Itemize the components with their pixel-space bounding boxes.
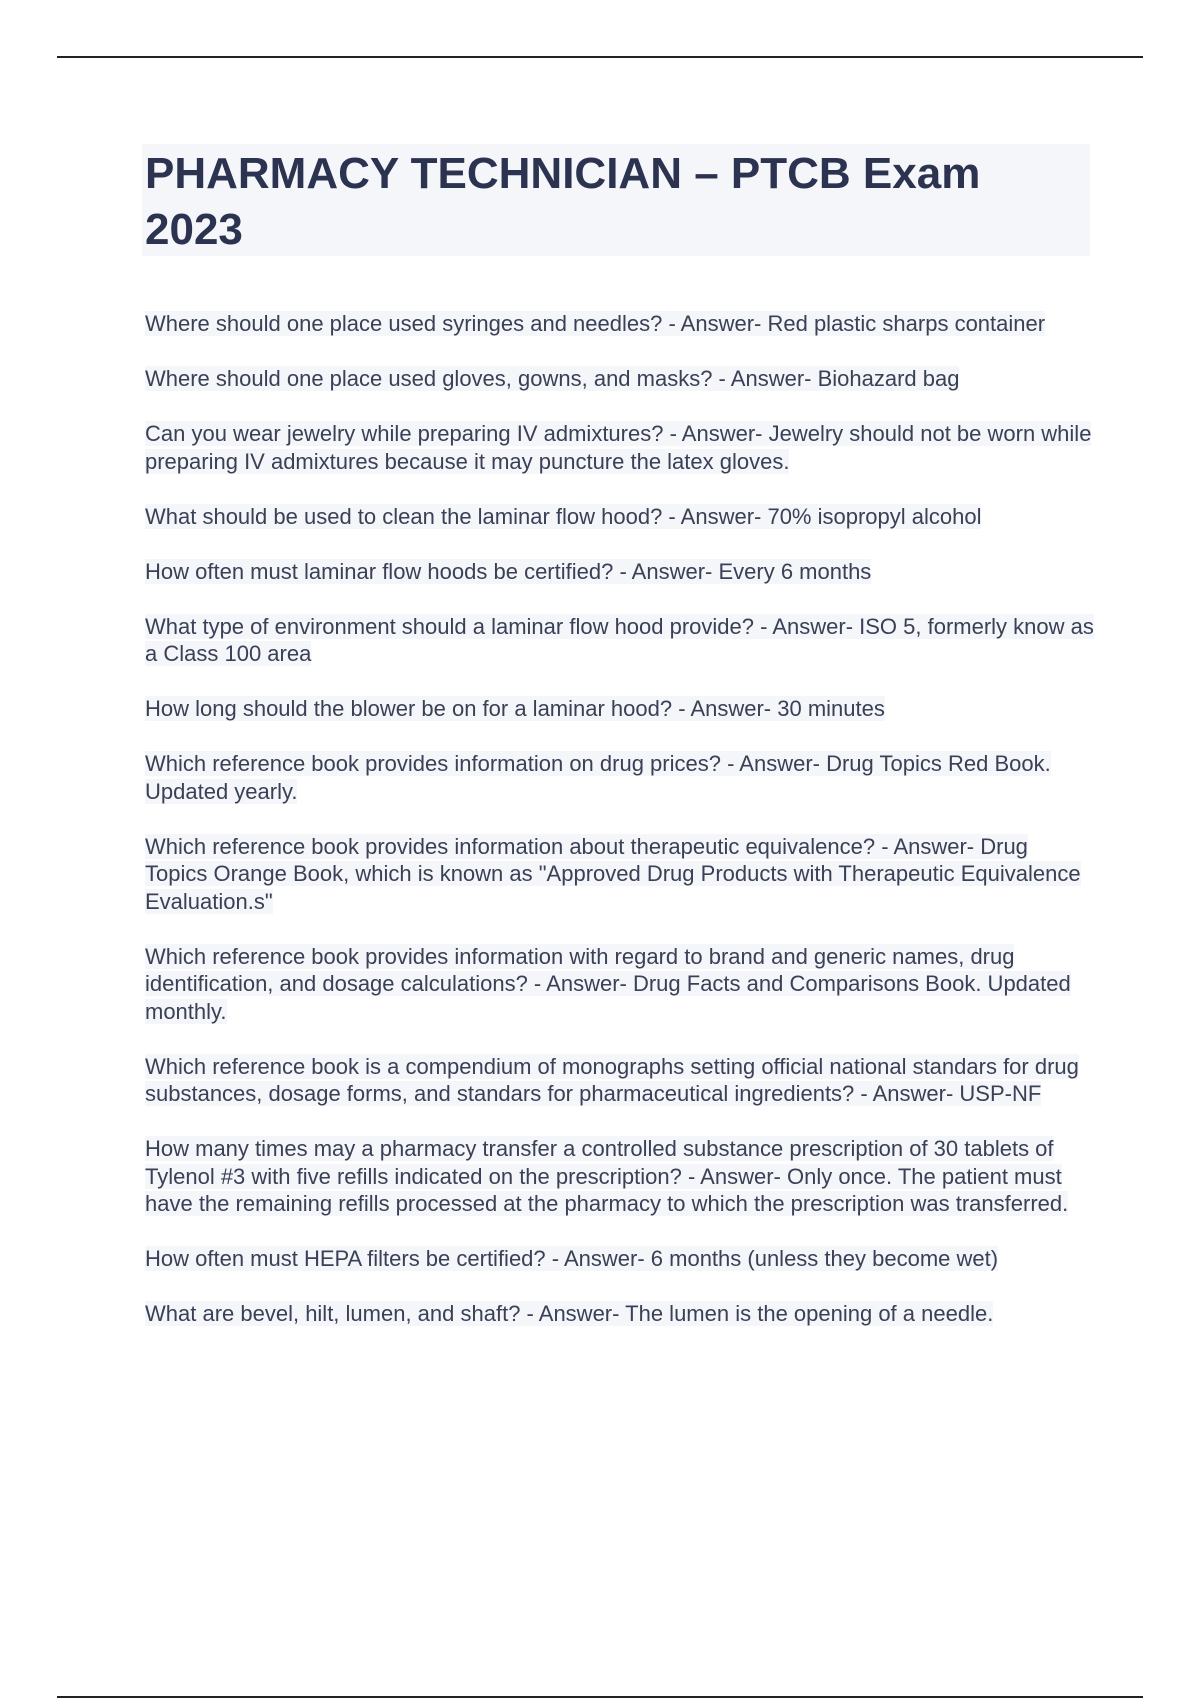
qa-text: Where should one place used syringes and needles? - Answer- Red plastic sharps container — [145, 311, 1046, 336]
qa-item — [145, 558, 1095, 586]
qa-text: What are bevel, hilt, lumen, and shaft? - Answer- The lumen is the opening of a needle. — [145, 1301, 994, 1326]
qa-item — [145, 613, 1095, 668]
qa-item — [145, 943, 1095, 1026]
qa-text: What should be used to clean the laminar flow hood? - Answer- 70% isopropyl alcohol — [145, 503, 982, 529]
qa-item — [145, 833, 1095, 916]
qa-text: Which reference book provides information about therapeutic equivalence? - Answer- Drug Topics Orange Book, which is known as "Approved Drug Products with Therapeutic Equivalence Evaluation.s" — [145, 833, 1081, 914]
qa-text: Where should one place used gloves, gowns, and masks? - Answer- Biohazard bag — [145, 366, 960, 391]
qa-item — [145, 1245, 1095, 1273]
qa-list — [145, 310, 1095, 1355]
qa-item — [145, 695, 1095, 723]
qa-text: Which reference book is a compendium of monographs setting official national standars for drug substances, dosage forms, and standars for pharmaceutical ingredients? - Answer- USP-NF — [145, 1053, 1079, 1106]
page-title: PHARMACY TECHNICIAN – PTCB Exam 2023 — [145, 149, 981, 254]
qa-item — [145, 1300, 1095, 1328]
qa-text: Which reference book provides information on drug prices? - Answer- Drug Topics Red Book. Updated yearly. — [145, 751, 1051, 804]
qa-text: How often must laminar flow hoods be certified? - Answer- Every 6 months — [145, 558, 872, 584]
qa-text: Can you wear jewelry while preparing IV admixtures? - Answer- Jewelry should not be worn while preparing IV admixtures because it may puncture the latex gloves. — [145, 421, 1092, 474]
qa-item — [145, 1053, 1095, 1108]
qa-text: How many times may a pharmacy transfer a controlled substance prescription of 30 tablets of Tylenol #3 with five refills indicated on the prescription? - Answer- Only once. The patient must have the remaining refills processed at the pharmacy to which the prescription was transferred. — [145, 1136, 1069, 1216]
qa-text: How often must HEPA filters be certified? - Answer- 6 months (unless they become wet) — [145, 1246, 999, 1271]
bottom-divider — [57, 1696, 1143, 1698]
qa-item — [145, 310, 1095, 338]
title-block — [142, 144, 1090, 256]
qa-item — [145, 420, 1095, 475]
qa-text: How long should the blower be on for a laminar hood? - Answer- 30 minutes — [145, 696, 885, 721]
qa-text: Which reference book provides information with regard to brand and generic names, drug identification, and dosage calculations? - Answer- Drug Facts and Comparisons Book. Updated monthly. — [145, 943, 1071, 1024]
qa-item — [145, 750, 1095, 805]
qa-item — [145, 503, 1095, 531]
qa-text: What type of environment should a laminar flow hood provide? - Answer- ISO 5, formerly know as a Class 100 area — [145, 613, 1094, 666]
qa-item — [145, 1135, 1095, 1218]
top-divider — [57, 56, 1143, 58]
qa-item — [145, 365, 1095, 393]
